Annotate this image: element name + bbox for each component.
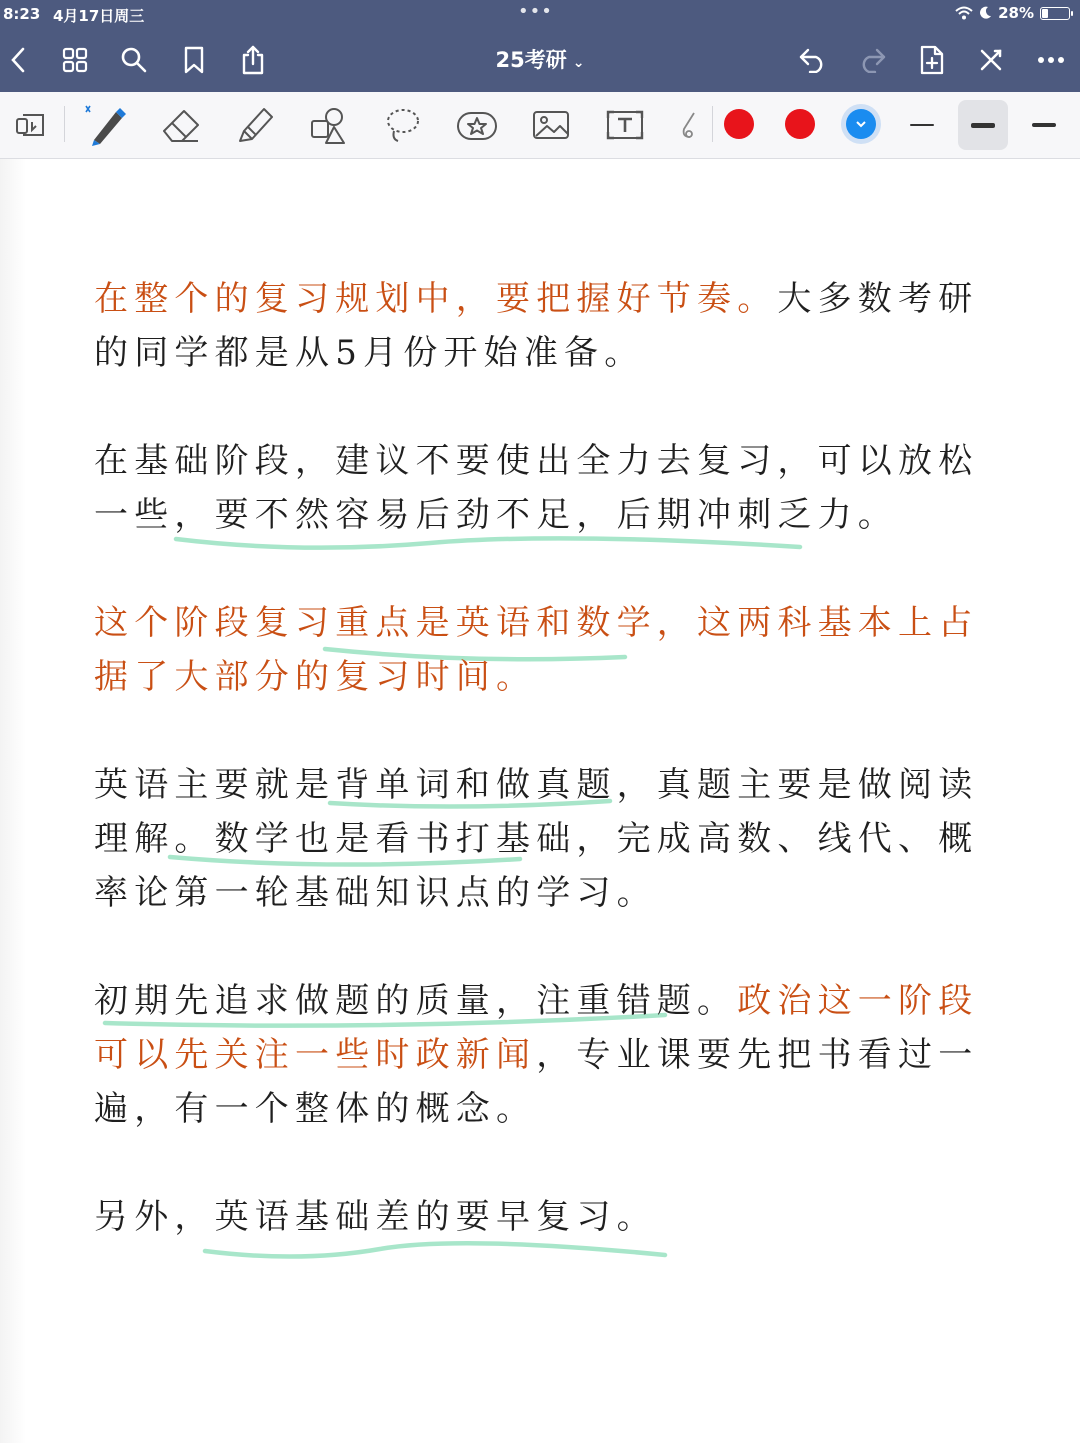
chevron-down-icon: ⌄ <box>572 55 585 71</box>
search-icon[interactable] <box>114 40 154 80</box>
more-icon[interactable] <box>1031 40 1071 80</box>
back-chevron-left-icon[interactable] <box>0 40 38 80</box>
highlighted-text: 在整个的复习规划中，要把握好节奏。 <box>94 279 778 319</box>
color-swatch-red[interactable] <box>724 109 754 139</box>
moon-icon <box>979 6 992 20</box>
stroke-thick[interactable] <box>1019 100 1069 150</box>
redo-icon[interactable] <box>852 40 892 80</box>
share-icon[interactable] <box>233 40 273 80</box>
body-text: 英语主要就是背单词和做真题，真题主要是做阅读理解。数学也是看书打基础，完成高数、线代、概率论第一轮基础知识点的学习。 <box>94 765 979 913</box>
wifi-icon <box>955 6 973 20</box>
multitask-dots-icon[interactable]: ••• <box>518 1 553 22</box>
status-time: 8:23 <box>3 5 41 23</box>
color-swatch-red-2[interactable] <box>785 109 815 139</box>
sticker-icon[interactable] <box>452 102 502 148</box>
laser-icon[interactable] <box>666 102 716 148</box>
status-indicators <box>955 4 1070 22</box>
bookmark-icon[interactable] <box>174 40 214 80</box>
navigation-bar <box>0 30 1080 92</box>
stroke-thin[interactable] <box>897 100 947 150</box>
add-page-icon[interactable] <box>912 40 952 80</box>
battery-icon <box>1040 7 1070 20</box>
body-text: ，专业课要先把书看过一遍，有一个整体的概念。 <box>94 1035 979 1129</box>
status-date: 4月17日周三 <box>53 7 145 25</box>
highlighted-text: 这个阶段复习重点是英语和数学，这两科基本上占据了大部分的复习时间。 <box>94 603 979 697</box>
eraser-icon[interactable] <box>156 102 206 148</box>
note-paragraph-4 <box>94 758 994 920</box>
battery-percent: 28% <box>998 4 1034 22</box>
note-paragraph-1 <box>94 272 994 380</box>
status-bar <box>0 0 1080 30</box>
note-paragraph-5 <box>94 974 994 1136</box>
drawing-toolbar <box>0 92 1080 159</box>
notebook-title-text: 25考研 <box>495 48 567 72</box>
image-icon[interactable] <box>526 102 576 148</box>
body-text: 在基础阶段，建议不要使出全力去复习，可以放松一些，要不然容易后劲不足，后期冲刺乏力。 <box>94 441 979 535</box>
color-swatch-blue[interactable] <box>846 109 876 139</box>
body-text: 初期先追求做题的质量，注重错题。 <box>94 981 738 1021</box>
page-edge-shadow <box>0 159 26 1443</box>
body-text: 大多数考研的同学都是从5月份开始准备。 <box>94 279 979 373</box>
stroke-medium[interactable] <box>958 100 1008 150</box>
highlighter-icon[interactable] <box>230 102 280 148</box>
toolbar-divider <box>64 106 65 142</box>
highlighted-text: 政治这一阶段可以先关注一些时政新闻 <box>94 981 979 1075</box>
note-paragraph-2 <box>94 434 994 542</box>
note-paragraph-6 <box>94 1190 994 1244</box>
chevron-down-icon <box>846 109 876 139</box>
grid-icon[interactable] <box>55 40 95 80</box>
toolbar-divider <box>712 106 713 142</box>
undo-icon[interactable] <box>793 40 833 80</box>
lasso-icon[interactable] <box>378 102 428 148</box>
notebook-title[interactable] <box>440 44 640 74</box>
text-icon[interactable] <box>600 102 650 148</box>
pen-icon[interactable] <box>80 102 130 148</box>
shapes-icon[interactable] <box>304 102 354 148</box>
mode-toggle-icon[interactable] <box>6 102 56 148</box>
note-content <box>94 272 994 1298</box>
note-page[interactable] <box>0 159 1080 1443</box>
app-header <box>0 0 1080 92</box>
close-icon[interactable] <box>971 40 1011 80</box>
body-text: 另外，英语基础差的要早复习。 <box>94 1197 657 1237</box>
note-paragraph-3 <box>94 596 994 704</box>
